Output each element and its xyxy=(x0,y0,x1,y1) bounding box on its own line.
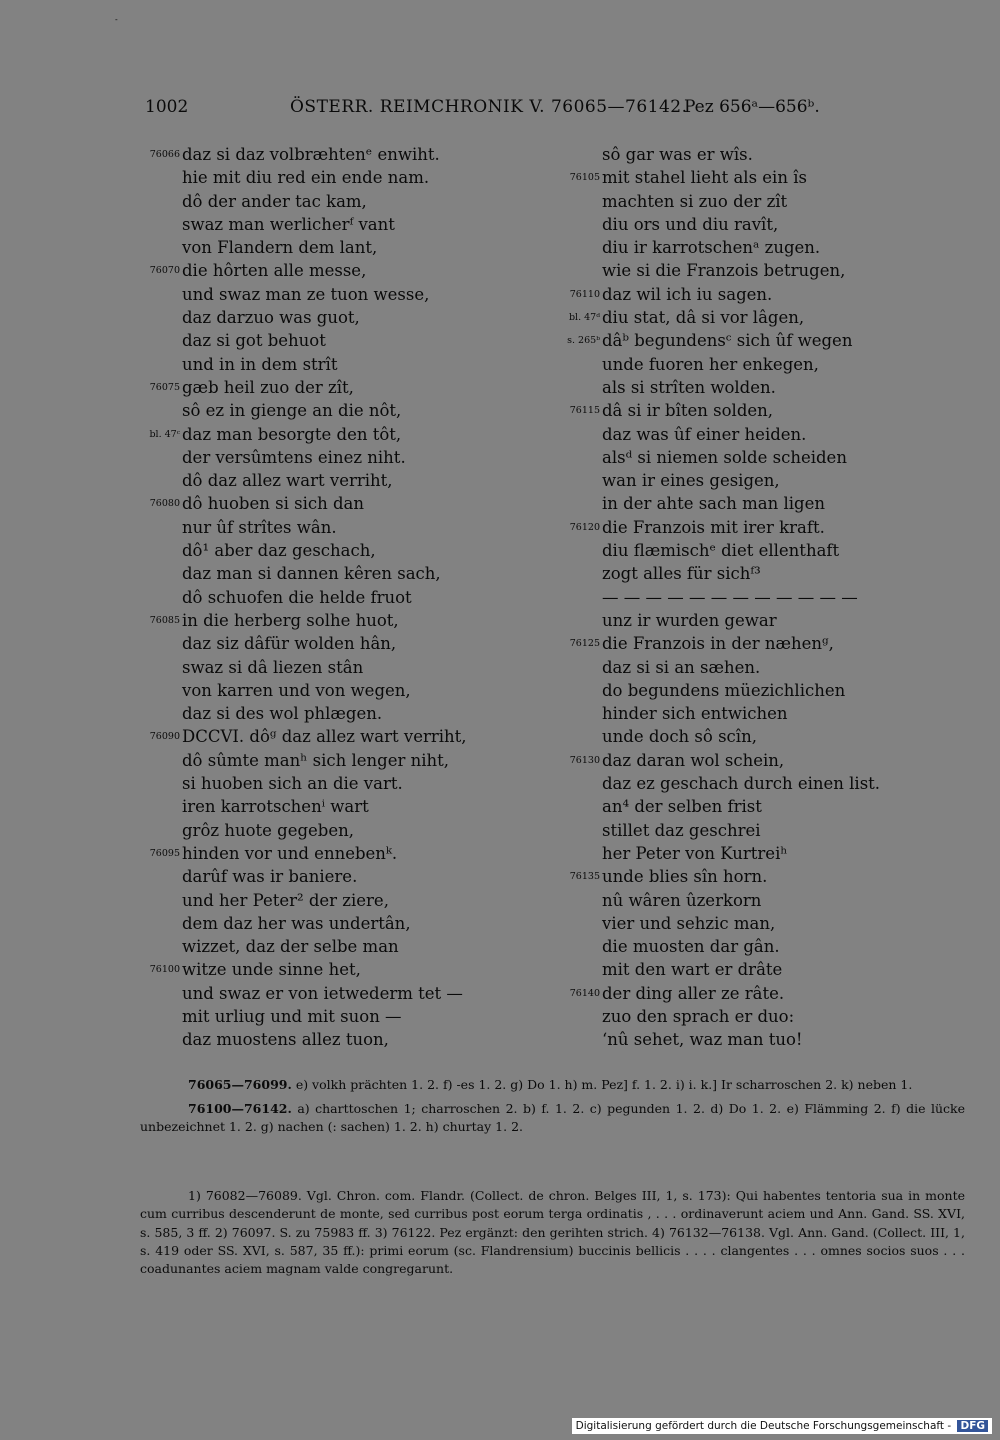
verse-text: daz si des wol phlægen. xyxy=(182,704,383,724)
verse-line xyxy=(560,306,980,329)
dfg-logo: DFG xyxy=(957,1420,988,1432)
verse-text: daz man si dannen kêren sach, xyxy=(182,564,441,584)
verse-line xyxy=(140,353,560,376)
verse-text: die Franzois in der næhenᵍ, xyxy=(602,634,834,654)
line-number: bl. 47ᵈ xyxy=(568,312,600,324)
verse-line xyxy=(560,725,980,748)
verse-line xyxy=(560,749,980,772)
line-number: s. 265ᵇ xyxy=(567,335,600,347)
verse-text: daz was ûf einer heiden. xyxy=(602,424,807,444)
verse-text: gæb heil zuo der zît, xyxy=(182,377,354,397)
verse-text: der versûmtens einez niht. xyxy=(182,447,406,467)
verse-text: do begundens müezichlichen xyxy=(602,680,846,700)
line-number: 76080 xyxy=(149,498,180,510)
verse-line xyxy=(560,423,980,446)
dfg-credit xyxy=(572,1418,992,1434)
verse-line xyxy=(560,865,980,888)
verse-line xyxy=(560,190,980,213)
verse-line xyxy=(560,469,980,492)
verse-line xyxy=(560,259,980,282)
line-number: 76100 xyxy=(149,964,180,976)
verse-line xyxy=(140,1028,560,1051)
verse-text: hie mit diu red ein ende nam. xyxy=(182,168,430,188)
verse-text: zuo den sprach er duo: xyxy=(602,1006,795,1026)
verse-text: hinden vor und ennebenᵏ. xyxy=(182,843,398,863)
verse-text: daz si got behuot xyxy=(182,331,326,351)
verse-text: daz ez geschach durch einen list. xyxy=(602,774,881,794)
verse-text: diu flæmischᵉ diet ellenthaft xyxy=(602,541,840,561)
verse-text: machten si zuo der zît xyxy=(602,191,788,211)
footnotes xyxy=(140,1187,965,1278)
verse-line xyxy=(560,446,980,469)
page-header xyxy=(0,97,1000,123)
verse-text: ‘nû sehet, waz man tuo! xyxy=(602,1030,803,1050)
verse-line xyxy=(140,819,560,842)
verse-line xyxy=(560,213,980,236)
verse-line xyxy=(140,446,560,469)
verse-text: dô schuofen die helde fruot xyxy=(182,587,412,607)
verse-line xyxy=(140,213,560,236)
verse-line xyxy=(560,982,980,1005)
verse-line xyxy=(140,656,560,679)
verse-text: her Peter von Kurtreiʰ xyxy=(602,843,788,863)
verse-text: der ding aller ze râte. xyxy=(602,983,785,1003)
line-number: 76070 xyxy=(149,265,180,277)
verse-line xyxy=(140,586,560,609)
verse-line xyxy=(140,702,560,725)
verse-text: dâᵇ begundensᶜ sich ûf wegen xyxy=(602,331,853,351)
verse-line xyxy=(560,283,980,306)
verse-text: iren karrotschenⁱ wart xyxy=(182,797,369,817)
verse-line xyxy=(140,190,560,213)
verse-line xyxy=(560,143,980,166)
dfg-credit-text: Digitalisierung gefördert durch die Deutsche Forschungsgemeinschaft - xyxy=(575,1420,952,1432)
line-number: 76125 xyxy=(569,638,600,650)
verse-text: daz darzuo was guot, xyxy=(182,308,360,328)
verse-line xyxy=(560,889,980,912)
verse-line xyxy=(560,912,980,935)
line-number: 76105 xyxy=(569,172,600,184)
verse-line xyxy=(560,842,980,865)
verse-text: von karren und von wegen, xyxy=(182,680,411,700)
verse-text: diu ir karrotschenᵃ zugen. xyxy=(602,238,821,258)
verse-line xyxy=(140,935,560,958)
verse-line xyxy=(560,236,980,259)
verse-line xyxy=(560,795,980,818)
verse-line xyxy=(560,166,980,189)
verse-line xyxy=(560,656,980,679)
verse-line xyxy=(560,958,980,981)
verse-text: von Flandern dem lant, xyxy=(182,238,378,258)
verse-line xyxy=(140,842,560,865)
verse-line xyxy=(560,516,980,539)
verse-line xyxy=(140,306,560,329)
line-number: 76095 xyxy=(149,847,180,859)
verse-text: mit stahel lieht als ein îs xyxy=(602,168,807,188)
verse-text: und her Peter² der ziere, xyxy=(182,890,389,910)
verse-line xyxy=(560,819,980,842)
verse-line xyxy=(560,586,980,609)
verse-text: die hôrten alle messe, xyxy=(182,261,367,281)
verse-line xyxy=(140,492,560,515)
verse-text: wan ir eines gesigen, xyxy=(602,471,780,491)
line-number: 76090 xyxy=(149,731,180,743)
verse-text: swaz si dâ liezen stân xyxy=(182,657,364,677)
verse-text: daz si daz volbræhtenᵉ enwiht. xyxy=(182,145,440,164)
verse-line xyxy=(140,399,560,422)
verse-line xyxy=(560,679,980,702)
verse-text: dô daz allez wart verriht, xyxy=(182,471,393,491)
verse-line xyxy=(140,1005,560,1028)
variant-range: 76100—76142. xyxy=(188,1101,292,1116)
verse-text: dô¹ aber daz geschach, xyxy=(182,541,376,561)
pez-reference: Pez 656ᵃ—656ᵇ. xyxy=(684,97,820,117)
verse-line xyxy=(140,423,560,446)
verse-line xyxy=(140,516,560,539)
variant-apparatus xyxy=(140,1076,965,1142)
verse-line xyxy=(140,865,560,888)
line-number: 76075 xyxy=(149,381,180,393)
verse-text: und swaz er von ietwederm tet — xyxy=(182,983,463,1003)
verse-text: wizzet, daz der selbe man xyxy=(182,937,399,957)
verse-text: DCCVI. dôᵍ daz allez wart verriht, xyxy=(182,727,467,747)
verse-line xyxy=(140,376,560,399)
line-number: 76135 xyxy=(569,871,600,883)
verse-text: vier und sehzic man, xyxy=(602,913,776,933)
verse-line xyxy=(140,609,560,632)
verse-line xyxy=(140,725,560,748)
verse-line xyxy=(560,632,980,655)
line-number: 76066 xyxy=(149,149,180,160)
variant-text: e) volkh prächten 1. 2. f) -es 1. 2. g) Do 1. h) m. Pez] f. 1. 2. i) i. k.] Ir scharroschen 2. k) neben 1. xyxy=(295,1077,913,1092)
verse-text: hinder sich entwichen xyxy=(602,704,788,724)
verse-text: und in in dem strît xyxy=(182,354,338,374)
verse-text: diu stat, dâ si vor lâgen, xyxy=(602,308,805,328)
page-number: 1002 xyxy=(145,97,189,117)
verse-line xyxy=(140,283,560,306)
verse-line xyxy=(560,539,980,562)
verse-line xyxy=(140,912,560,935)
verse-line xyxy=(140,143,560,166)
verse-line xyxy=(560,935,980,958)
line-number: 76085 xyxy=(149,614,180,626)
verse-line xyxy=(140,166,560,189)
verse-line xyxy=(140,795,560,818)
verse-text: nû wâren ûzerkorn xyxy=(602,890,762,910)
verse-text: und swaz man ze tuon wesse, xyxy=(182,284,430,304)
verse-text: sô gar was er wîs. xyxy=(602,145,753,164)
verse-text: daz muostens allez tuon, xyxy=(182,1030,389,1050)
verse-text: an⁴ der selben frist xyxy=(602,797,762,817)
verse-line xyxy=(560,772,980,795)
verse-text: darûf was ir baniere. xyxy=(182,867,358,887)
verse-line xyxy=(560,609,980,632)
verse-line xyxy=(140,469,560,492)
line-number: 76120 xyxy=(569,521,600,533)
verse-text: diu ors und diu ravît, xyxy=(602,214,779,234)
verse-text: sô ez in gienge an die nôt, xyxy=(182,401,402,421)
right-verse-column xyxy=(560,143,980,1052)
verse-line xyxy=(140,562,560,585)
verse-text: witze unde sinne het, xyxy=(182,960,361,980)
verse-text: unz ir wurden gewar xyxy=(602,610,777,630)
verse-text: mit den wart er drâte xyxy=(602,960,783,980)
footnote-text: 1) 76082—76089. Vgl. Chron. com. Flandr. (Collect. de chron. Belges III, 1, s. 173): Qui habentes tentoria sua in monte cum curribus descenderunt de monte, sed curribus post eorum terga ordinatis , . . . ordinaverunt aciem und Ann. Gand. SS. XVI, s. 585, 3 ff. 2) 76097. S. zu 75983 ff. 3) 76122. Pez ergänzt: den gerihten strich. 4) 76132—76138. Vgl. Ann. Gand. (Collect. III, 1, s. 419 oder SS. XVI, s. 587, 35 ff.): primi eorum (sc. Flandrensium) buccinis bellicis . . . . clangentes . . . omnes socios suos . . . coadunantes aciem magnam valde congregarunt. xyxy=(140,1188,965,1277)
verse-line xyxy=(560,1005,980,1028)
verse-text: dô huoben si sich dan xyxy=(182,494,364,514)
verse-text: die muosten dar gân. xyxy=(602,937,780,957)
variant-text: a) charttoschen 1; charroschen 2. b) f. 1. 2. c) pegunden 1. 2. d) Do 1. 2. e) Flämming 2. f) die lücke unbezeichnet 1. 2. g) nachen (: sachen) 1. 2. h) churtay 1. 2. xyxy=(140,1101,965,1134)
verse-line xyxy=(560,329,980,352)
verse-text: nur ûf strîtes wân. xyxy=(182,517,337,537)
verse-text: als si strîten wolden. xyxy=(602,377,776,397)
left-verse-column xyxy=(140,143,560,1052)
line-number: 76130 xyxy=(569,754,600,766)
verse-text: in der ahte sach man ligen xyxy=(602,494,825,514)
verse-text: daz si si an sæhen. xyxy=(602,657,761,677)
line-number: 76140 xyxy=(569,987,600,999)
verse-line xyxy=(140,772,560,795)
verse-line xyxy=(140,236,560,259)
verse-text: swaz man werlicherᶠ vant xyxy=(182,214,395,234)
verse-text: unde fuoren her enkegen, xyxy=(602,354,819,374)
verse-line xyxy=(140,749,560,772)
verse-text: dem daz her was undertân, xyxy=(182,913,411,933)
verse-line xyxy=(560,562,980,585)
verse-text: dô sûmte manʰ sich lenger niht, xyxy=(182,750,450,770)
verse-text: dâ si ir bîten solden, xyxy=(602,401,774,421)
verse-line xyxy=(560,1028,980,1051)
variant-block xyxy=(140,1100,965,1136)
verse-text: stillet daz geschrei xyxy=(602,820,761,840)
verse-text: mit urliug und mit suon — xyxy=(182,1006,402,1026)
verse-line xyxy=(140,632,560,655)
verse-text: wie si die Franzois betrugen, xyxy=(602,261,846,281)
verse-text: si huoben sich an die vart. xyxy=(182,774,403,794)
verse-line xyxy=(140,329,560,352)
verse-text: unde doch sô scîn, xyxy=(602,727,757,747)
running-title: ÖSTERR. REIMCHRONIK V. 76065—76142. xyxy=(290,97,688,117)
verse-line xyxy=(140,889,560,912)
line-number: 76115 xyxy=(569,405,600,417)
line-number: bl. 47ᶜ xyxy=(149,428,180,440)
verse-text: alsᵈ si niemen solde scheiden xyxy=(602,447,847,467)
verse-text: daz wil ich iu sagen. xyxy=(602,284,773,304)
verse-line xyxy=(140,958,560,981)
line-number: 76110 xyxy=(569,288,600,300)
verse-text: grôz huote gegeben, xyxy=(182,820,355,840)
scan-mark: - xyxy=(115,15,118,24)
verse-line xyxy=(140,539,560,562)
variant-block xyxy=(140,1076,965,1094)
verse-text: dô der ander tac kam, xyxy=(182,191,367,211)
verse-text: zogt alles für sichᶠ³ xyxy=(602,564,761,584)
verse-line xyxy=(140,259,560,282)
verse-text: unde blies sîn horn. xyxy=(602,867,768,887)
verse-line xyxy=(560,353,980,376)
variant-range: 76065—76099. xyxy=(188,1077,292,1092)
verse-text: daz man besorgte den tôt, xyxy=(182,424,402,444)
verse-line xyxy=(560,702,980,725)
verse-text: die Franzois mit irer kraft. xyxy=(602,517,825,537)
verse-line xyxy=(560,492,980,515)
verse-text: daz siz dâfür wolden hân, xyxy=(182,634,397,654)
verse-line xyxy=(140,982,560,1005)
verse-text: daz daran wol schein, xyxy=(602,750,785,770)
verse-line xyxy=(560,376,980,399)
verse-line xyxy=(140,679,560,702)
verse-text: in die herberg solhe huot, xyxy=(182,610,399,630)
verse-text: — — — — — — — — — — — — xyxy=(602,587,858,607)
verse-line xyxy=(560,399,980,422)
